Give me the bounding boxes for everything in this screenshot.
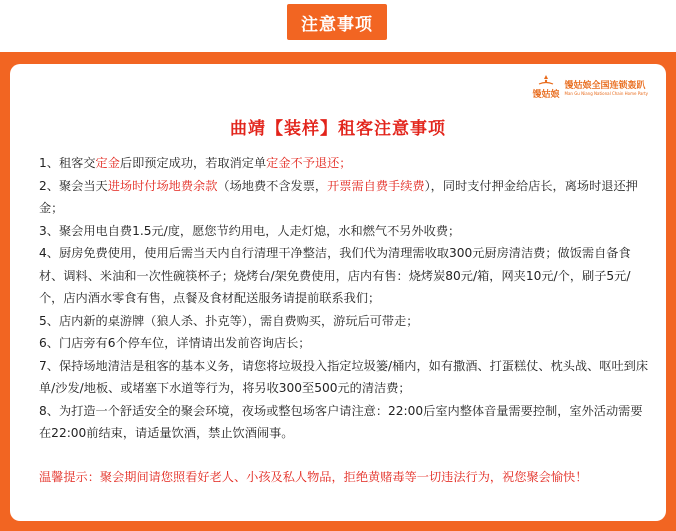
rule-highlight: 进场时付场地费余款: [107, 178, 218, 193]
brand-logo: [531, 72, 649, 102]
rule-text: （场地费不含发票，: [217, 178, 328, 193]
rule-highlight: 开票需自费手续费: [327, 178, 425, 193]
logo-icon: [531, 72, 561, 102]
page-title: 曲靖【装样】租客注意事项: [230, 119, 446, 139]
rule-item: [39, 355, 651, 400]
rule-item: [39, 220, 651, 243]
rule-item: [39, 332, 651, 355]
rule-item: [39, 152, 651, 175]
rule-highlight: 定金: [95, 156, 120, 170]
rule-item: [39, 310, 651, 333]
notice-card: [10, 64, 666, 521]
header-band: [0, 0, 676, 52]
warm-tip: 温馨提示：聚会期间请您照看好老人、小孩及私人物品，拒绝黄赌毒等一切违法行为，祝您聚会愉快！: [39, 470, 588, 484]
logo-name: 馒姑娘全国连锁轰趴: [564, 81, 646, 91]
rule-text: 8、为打造一个舒适安全的聚会环境，夜场或整包场客户请注意：22:00后室内整体音量需要控制，室外活动需要在22:00前结束，请适量饮酒，禁止饮酒闹事。: [39, 403, 643, 440]
rule-text: 1、租客交: [39, 156, 96, 170]
rule-item: [39, 400, 651, 445]
rule-text: 2、聚会当天: [39, 178, 108, 193]
rule-text: 7、保持场地清洁是租客的基本义务，请您将垃圾投入指定垃圾篓/桶内，如有撒酒、打蛋糕仗、枕头战、呕吐到床单/沙发/地板、或堵塞下水道等行为，将另收300至500元的清洁费；: [39, 358, 649, 395]
rule-text: 6、门店旁有6个停车位，详情请出发前咨询店长；: [39, 336, 311, 350]
rule-highlight: 定金不予退还；: [266, 156, 352, 170]
rules-list: [39, 152, 651, 445]
rule-item: [39, 175, 651, 220]
rule-text: 3、聚会用电自费1.5元/度，愿您节约用电，人走灯熄，水和燃气不另外收费；: [39, 223, 461, 238]
logo-mark-text: 馒姑娘: [531, 90, 560, 100]
header-tag: 注意事项: [287, 4, 387, 40]
rule-text: ），同时支付押金给店长，离场时退还押金；: [39, 178, 638, 215]
rule-text: 5、店内新的桌游牌（狼人杀、扑克等），需自费购买，游玩后可带走；: [39, 313, 419, 328]
logo-sub: Man Gu Niang National Chain Home Party: [564, 91, 648, 96]
rule-item: [39, 242, 651, 310]
rule-text: 后即预定成功，若取消定单: [119, 156, 267, 170]
rule-text: 4、厨房免费使用，使用后需当天内自行清理干净整洁，我们代为清理需收取300元厨房清洁费；做饭需自备食材、调料、米油和一次性碗筷杯子；烧烤台/架免费使用，店内有售：烧烤炭80元/箱，网夹10元/个，刷子5元/个，店内酒水零食有售，点餐及食材配送服务请提前联系我们；: [39, 246, 631, 305]
